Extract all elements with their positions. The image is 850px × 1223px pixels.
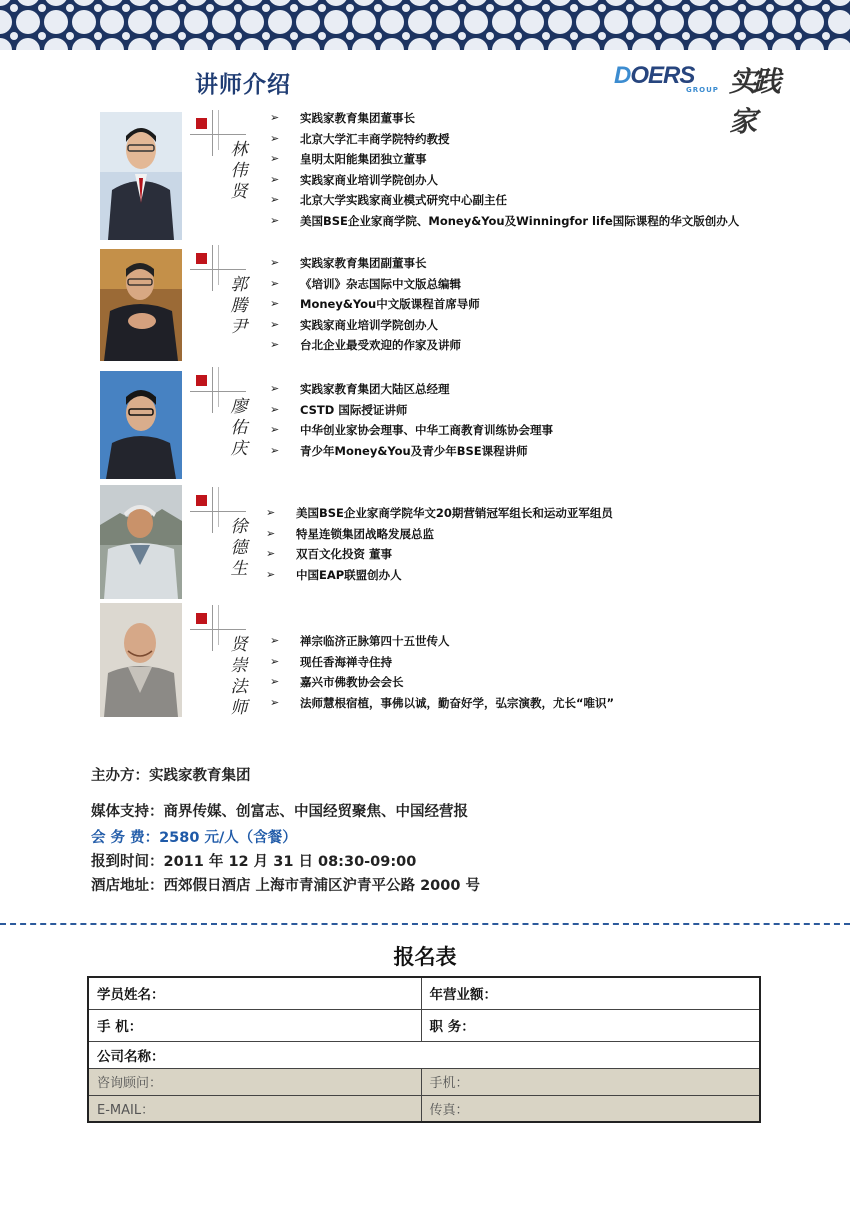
credential-text: 皇明太阳能集团独立董事 [300, 152, 427, 166]
credential-text: 北京大学汇丰商学院特约教授 [300, 131, 450, 146]
registration-time-line: 报到时间：2011 年 12 月 31 日 08:30-09:00 [91, 854, 417, 870]
list-item [270, 294, 480, 315]
arrow-bullet-icon: ➢ [270, 338, 280, 351]
divider-line [218, 110, 219, 150]
divider-line [218, 245, 219, 285]
arrow-bullet-icon: ➢ [270, 423, 280, 436]
red-square-icon [196, 495, 207, 506]
credential-text: 法师慧根宿植，事佛以诚，勤奋好学，弘宗演教，尤长“唯识” [300, 695, 615, 710]
list-item [270, 652, 614, 673]
divider-line [212, 110, 213, 156]
credential-text: 北京大学实践家商业模式研究中心副主任 [300, 193, 507, 207]
list-item [270, 253, 480, 274]
credential-text: 现任香海禅寺住持 [300, 654, 392, 669]
credential-text: 特星连锁集团战略发展总监 [296, 526, 434, 541]
list-item [270, 211, 739, 232]
arrow-bullet-icon: ➢ [270, 654, 280, 668]
divider-line [218, 487, 219, 527]
position-field[interactable]: 职 务： [421, 1009, 760, 1041]
logo-cn: 实践家 [729, 65, 778, 138]
list-item [270, 400, 553, 421]
media-support-line: 媒体支持：商界传媒、创富志、中国经贸聚焦、中国经营报 [91, 804, 468, 820]
name-block [188, 605, 258, 720]
arrow-bullet-icon: ➢ [270, 213, 280, 227]
hotel-address-line: 酒店地址：西郊假日酒店 上海市青浦区沪青平公路 2000 号 [91, 878, 480, 894]
divider-line [190, 134, 246, 135]
lecturer-photo [100, 485, 182, 599]
divider-line [218, 367, 219, 407]
list-item [270, 631, 614, 652]
name-block [188, 367, 258, 477]
form-title: 报名表 [393, 945, 457, 969]
lecturer-photo [100, 603, 182, 717]
name-block [188, 110, 258, 240]
divider-line [218, 605, 219, 645]
arrow-bullet-icon: ➢ [270, 382, 280, 395]
credential-text: CSTD 国际授证讲师 [300, 402, 408, 417]
decorative-pattern-band [0, 0, 850, 50]
lecturer-name: 徐德生 [230, 517, 248, 579]
name-block [188, 245, 258, 365]
arrow-bullet-icon: ➢ [266, 547, 276, 560]
divider-line [212, 605, 213, 651]
credential-text: 实践家教育集团副董事长 [300, 256, 427, 270]
list-item [270, 379, 553, 400]
arrow-bullet-icon: ➢ [266, 526, 276, 540]
arrow-bullet-icon: ➢ [270, 152, 280, 165]
list-item [270, 693, 614, 714]
list-item [266, 565, 613, 586]
lecturer-photo [100, 371, 182, 479]
credential-text: 《培训》杂志国际中文版总编辑 [300, 276, 461, 291]
credential-text: 美国BSE企业家商学院、Money&You及Winningfor life国际课程的华文版创办人 [300, 213, 740, 228]
logo-group: GROUP [686, 86, 719, 94]
arrow-bullet-icon: ➢ [270, 256, 280, 269]
credential-text: 嘉兴市佛教协会会长 [300, 675, 404, 689]
lecturer-photo [100, 112, 182, 240]
arrow-bullet-icon: ➢ [270, 193, 280, 206]
list-item [266, 544, 613, 565]
table-row [88, 977, 760, 1009]
name-block [188, 487, 258, 597]
credentials-list [270, 108, 739, 231]
credential-text: 实践家教育集团大陆区总经理 [300, 382, 450, 396]
credential-text: 台北企业最受欢迎的作家及讲师 [300, 338, 461, 352]
credentials-list [270, 631, 614, 713]
organizer-line: 主办方：实践家教育集团 [91, 768, 251, 784]
dashed-divider [0, 923, 850, 925]
red-square-icon [196, 118, 207, 129]
lecturer-name: 廖佑庆 [230, 397, 248, 459]
list-item [270, 335, 480, 356]
list-item [266, 524, 613, 545]
divider-line [190, 269, 246, 270]
arrow-bullet-icon: ➢ [266, 567, 276, 581]
credentials-list [270, 253, 480, 356]
arrow-bullet-icon: ➢ [270, 634, 280, 647]
table-row [88, 1068, 760, 1095]
credential-text: 美国BSE企业家商学院华文20期营销冠军组长和运动亚军组员 [296, 506, 613, 520]
arrow-bullet-icon: ➢ [270, 695, 280, 709]
arrow-bullet-icon: ➢ [266, 506, 276, 519]
arrow-bullet-icon: ➢ [270, 131, 280, 145]
arrow-bullet-icon: ➢ [270, 276, 280, 290]
arrow-bullet-icon: ➢ [270, 172, 280, 186]
annual-revenue-field[interactable]: 年营业额： [421, 977, 760, 1009]
credentials-list [270, 379, 553, 461]
red-square-icon [196, 613, 207, 624]
credential-text: Money&You中文版课程首席导师 [300, 297, 480, 311]
table-row [88, 1009, 760, 1041]
list-item [266, 503, 613, 524]
list-item [270, 420, 553, 441]
lecturer-name: 贤崇法师 [230, 635, 248, 718]
list-item [270, 129, 739, 150]
consultant-mobile-field[interactable]: 手机： [421, 1068, 760, 1095]
red-square-icon [196, 375, 207, 386]
list-item [270, 149, 739, 170]
credential-text: 实践家教育集团董事长 [300, 111, 415, 125]
student-name-field[interactable]: 学员姓名： [88, 977, 421, 1009]
arrow-bullet-icon: ➢ [270, 111, 280, 124]
arrow-bullet-icon: ➢ [270, 675, 280, 688]
company-name-field[interactable]: 公司名称： [88, 1041, 760, 1068]
list-item [270, 441, 553, 462]
credential-text: 青少年Money&You及青少年BSE课程讲师 [300, 443, 528, 458]
table-row [88, 1095, 760, 1122]
list-item [270, 672, 614, 693]
section-title: 讲师介绍 [195, 72, 291, 98]
email-field[interactable]: E-MAIL： [88, 1095, 421, 1122]
lecturer-name: 郭腾尹 [230, 275, 248, 337]
arrow-bullet-icon: ➢ [270, 317, 280, 331]
table-row [88, 1041, 760, 1068]
list-item [270, 190, 739, 211]
arrow-bullet-icon: ➢ [270, 443, 280, 457]
list-item [270, 274, 480, 295]
consultant-field[interactable]: 咨询顾问： [88, 1068, 421, 1095]
divider-line [190, 629, 246, 630]
credential-text: 中华创业家协会理事、中华工商教育训练协会理事 [300, 423, 553, 437]
arrow-bullet-icon: ➢ [270, 402, 280, 416]
mobile-field[interactable]: 手 机： [88, 1009, 421, 1041]
logo-brand: DOERS [614, 62, 695, 89]
credential-text: 实践家商业培训学院创办人 [300, 317, 438, 332]
doers-logo [614, 60, 794, 138]
lecturer-photo [100, 249, 182, 361]
list-item [270, 108, 739, 129]
list-item [270, 315, 480, 336]
divider-line [212, 487, 213, 533]
divider-line [190, 511, 246, 512]
registration-form-table [87, 976, 761, 1123]
credential-text: 实践家商业培训学院创办人 [300, 172, 438, 187]
list-item [270, 170, 739, 191]
credentials-list [266, 503, 613, 585]
red-square-icon [196, 253, 207, 264]
divider-line [212, 245, 213, 291]
arrow-bullet-icon: ➢ [270, 297, 280, 310]
credential-text: 双百文化投资 董事 [296, 547, 393, 561]
divider-line [190, 391, 246, 392]
fee-line: 会 务 费：2580 元/人（含餐） [91, 830, 297, 846]
credential-text: 禅宗临济正脉第四十五世传人 [300, 634, 450, 648]
divider-line [212, 367, 213, 413]
lecturer-name: 林伟贤 [230, 140, 248, 202]
credential-text: 中国EAP联盟创办人 [296, 567, 402, 582]
fax-field[interactable]: 传真： [421, 1095, 760, 1122]
